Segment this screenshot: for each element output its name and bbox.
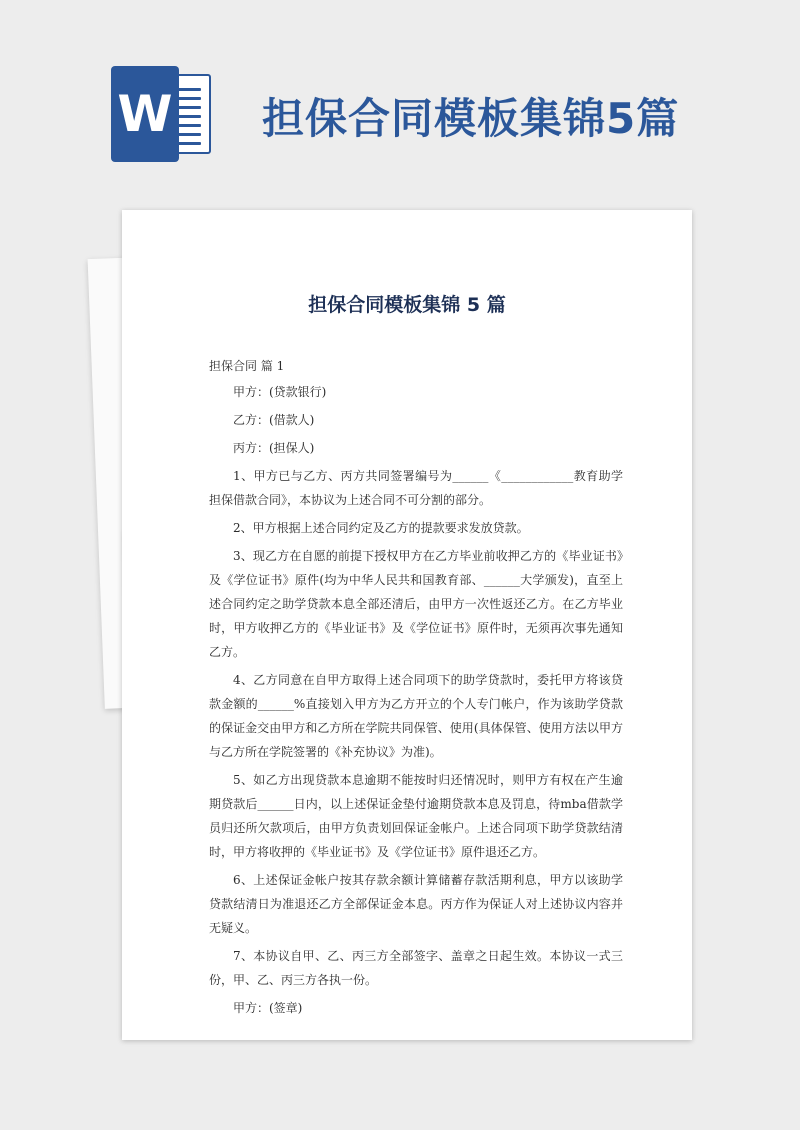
word-badge-letter: W	[117, 85, 173, 143]
party-b-line: 乙方：(借款人)	[233, 413, 315, 427]
word-logo-icon	[111, 66, 211, 162]
document-page	[122, 210, 692, 1040]
clause-4: 4、乙方同意在自甲方取得上述合同项下的助学贷款时，委托甲方将该贷款金额的______%直接划入甲方为乙方开立的个人专门帐户，作为该助学贷款的保证金交由甲方和乙方所在学院共同保管、使用(具体保管、使用方法以甲方与乙方所在学院签署的《补充协议》为准)。	[209, 673, 623, 759]
clause-2: 2、甲方根据上述合同约定及乙方的提款要求发放贷款。	[233, 521, 529, 535]
clause-5: 5、如乙方出现贷款本息逾期不能按时归还情况时，则甲方有权在产生逾期贷款后______日内，以上述保证金垫付逾期贷款本息及罚息，待mba借款学员归还所欠款项后，由甲方负责划回保证金帐户。上述合同项下助学贷款结清时，甲方将收押的《毕业证书》及《学位证书》原件退还乙方。	[209, 773, 623, 859]
document-body	[209, 354, 623, 1024]
word-badge	[111, 66, 179, 162]
signature-line: 甲方：(签章)	[233, 1001, 303, 1015]
header-title: 担保合同模板集锦5篇	[262, 94, 680, 143]
document-title: 担保合同模板集锦 5 篇	[308, 294, 506, 316]
clause-7: 7、本协议自甲、乙、丙三方全部签字、盖章之日起生效。本协议一式三份，甲、乙、丙三方各执一份。	[209, 949, 623, 987]
party-c-line: 丙方：(担保人)	[233, 441, 315, 455]
clause-6: 6、上述保证金帐户按其存款余额计算储蓄存款活期利息，甲方以该助学贷款结清日为准退还乙方全部保证金本息。丙方作为保证人对上述协议内容并无疑义。	[209, 873, 623, 935]
clause-1: 1、甲方已与乙方、丙方共同签署编号为______《____________教育助学担保借款合同》，本协议为上述合同不可分割的部分。	[209, 469, 623, 507]
section-heading: 担保合同 篇 1	[209, 359, 285, 373]
clause-3: 3、现乙方在自愿的前提下授权甲方在乙方毕业前收押乙方的《毕业证书》及《学位证书》原件(均为中华人民共和国教育部、______大学颁发)，直至上述合同约定之助学贷款本息全部还清后，由甲方一次性返还乙方。在乙方毕业时，甲方收押乙方的《毕业证书》及《学位证书》原件时，无须再次事先通知乙方。	[209, 549, 623, 659]
party-a-line: 甲方：(贷款银行)	[233, 385, 327, 399]
